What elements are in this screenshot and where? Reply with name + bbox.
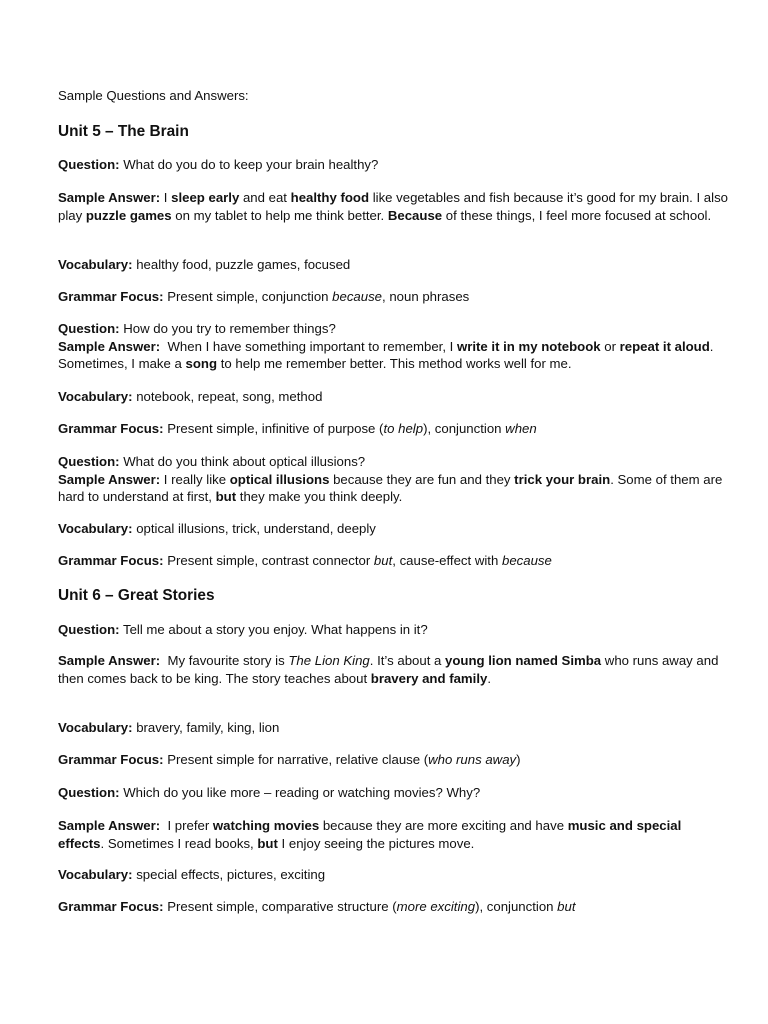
story-title: The Lion King	[288, 653, 370, 668]
grammar-italic: because	[332, 289, 383, 304]
answer-text: then comes back to be king. The story teaches about	[58, 670, 371, 686]
grammar-text: Present simple, contrast connector	[167, 553, 374, 568]
answer-label: Sample Answer:	[58, 653, 161, 668]
vocabulary	[58, 256, 728, 274]
answer-text: . Sometimes, I make a	[58, 338, 714, 371]
answer-text: because they are more exciting and have	[319, 818, 568, 833]
vocabulary-label: Vocabulary:	[58, 389, 133, 404]
question	[58, 784, 728, 802]
intro-text: Sample Questions and Answers:	[58, 88, 249, 103]
answer-text: and eat	[239, 190, 291, 205]
answer-label: Sample Answer:	[58, 190, 161, 205]
answer-key-phrase: watching movies	[212, 818, 320, 833]
grammar-italic: but	[373, 553, 393, 568]
question-label: Question:	[58, 454, 120, 469]
grammar-label: Grammar Focus:	[58, 553, 164, 568]
vocabulary	[58, 866, 728, 884]
question	[58, 621, 728, 639]
grammar-focus	[58, 420, 728, 438]
grammar-italic: more exciting	[396, 899, 476, 914]
grammar-focus	[58, 751, 728, 769]
answer-text: like vegetables and fish because it’s good for my brain. I also play	[58, 190, 729, 223]
vocabulary	[58, 520, 728, 538]
question-label: Question:	[58, 321, 120, 336]
grammar-italic: who runs away	[428, 752, 517, 767]
answer-text: . Sometimes I read books,	[100, 835, 258, 851]
answer-text: My favourite story is	[160, 653, 289, 668]
vocabulary-label: Vocabulary:	[58, 867, 133, 882]
answer-text: because they are fun and they	[329, 471, 515, 487]
answer-text: I prefer	[160, 818, 213, 833]
grammar-focus	[58, 288, 728, 306]
unit-5-heading: Unit 5 – The Brain	[58, 123, 189, 140]
answer-text: or	[600, 338, 620, 354]
answer-text: .	[487, 670, 491, 686]
answer-text: of these things, I feel more focused at school.	[442, 207, 712, 223]
grammar-text: , cause-effect with	[392, 553, 502, 568]
vocabulary-label: Vocabulary:	[58, 521, 133, 536]
question-text: What do you think about optical illusions?	[123, 454, 366, 469]
answer-key-phrase: Because	[387, 207, 443, 223]
answer-key-phrase: repeat it aloud	[619, 338, 710, 354]
question-text: Which do you like more – reading or watching movies? Why?	[123, 785, 481, 800]
answer-key-phrase: young lion named Simba	[445, 653, 602, 668]
grammar-text: Present simple, conjunction	[167, 289, 333, 304]
unit-6-heading: Unit 6 – Great Stories	[58, 587, 215, 604]
vocabulary-text: notebook, repeat, song, method	[136, 389, 323, 404]
question-text: How do you try to remember things?	[123, 321, 336, 336]
sample-answer	[58, 817, 728, 852]
answer-key-phrase: but	[215, 489, 237, 504]
answer-key-phrase: music and special effects	[58, 818, 682, 851]
question-text: Tell me about a story you enjoy. What happens in it?	[122, 622, 428, 637]
vocabulary	[58, 719, 728, 737]
answer-key-phrase: optical illusions	[229, 471, 330, 487]
vocabulary-text: special effects, pictures, exciting	[136, 867, 326, 882]
grammar-italic: when	[505, 421, 537, 436]
answer-key-phrase: bravery and family	[370, 670, 488, 686]
answer-label: Sample Answer:	[58, 818, 161, 833]
grammar-text: Present simple, infinitive of purpose (	[167, 421, 384, 436]
question-label: Question:	[58, 785, 120, 800]
vocabulary-text: optical illusions, trick, understand, deeply	[136, 521, 376, 536]
answer-key-phrase: song	[185, 356, 218, 371]
grammar-focus	[58, 552, 728, 570]
grammar-focus	[58, 898, 728, 916]
answer-key-phrase: trick your brain	[514, 471, 611, 487]
grammar-text: Present simple, comparative structure (	[167, 899, 397, 914]
grammar-italic: to help	[383, 421, 424, 436]
grammar-text: Present simple for narrative, relative clause (	[167, 752, 429, 767]
answer-text: When I have something important to remember, I	[160, 338, 457, 354]
grammar-label: Grammar Focus:	[58, 899, 164, 914]
question-text: What do you do to keep your brain healthy?	[123, 157, 379, 172]
answer-text: I enjoy seeing the pictures move.	[277, 835, 475, 851]
question-and-answer	[58, 453, 728, 506]
grammar-label: Grammar Focus:	[58, 289, 164, 304]
answer-text: . Some of them are hard to understand at first,	[58, 471, 723, 504]
grammar-text: , noun phrases	[382, 289, 470, 304]
grammar-italic: because	[501, 553, 552, 568]
question-and-answer	[58, 320, 728, 373]
vocabulary-text: bravery, family, king, lion	[136, 720, 280, 735]
answer-key-phrase: puzzle games	[85, 207, 172, 223]
question-label: Question:	[58, 622, 120, 637]
answer-key-phrase: write it in my notebook	[456, 338, 601, 354]
grammar-text: ), conjunction	[475, 899, 558, 914]
answer-key-phrase: healthy food	[290, 190, 370, 205]
answer-key-phrase: but	[257, 835, 278, 851]
vocabulary-label: Vocabulary:	[58, 720, 133, 735]
answer-text: I really like	[160, 471, 230, 487]
grammar-italic: but	[557, 899, 576, 914]
answer-text: who runs away and	[601, 653, 719, 668]
question-label: Question:	[58, 157, 120, 172]
vocabulary-text: healthy food, puzzle games, focused	[136, 257, 351, 272]
sample-answer	[58, 189, 728, 224]
answer-label: Sample Answer:	[58, 471, 161, 487]
grammar-label: Grammar Focus:	[58, 421, 164, 436]
vocabulary-label: Vocabulary:	[58, 257, 133, 272]
answer-text: . It’s about a	[369, 653, 446, 668]
answer-label: Sample Answer:	[58, 338, 161, 354]
question	[58, 156, 728, 174]
grammar-label: Grammar Focus:	[58, 752, 164, 767]
answer-text: to help me remember better. This method works well for me.	[217, 356, 572, 371]
grammar-text: ), conjunction	[423, 421, 506, 436]
answer-text: on my tablet to help me think better.	[171, 207, 388, 223]
grammar-text: )	[516, 752, 521, 767]
vocabulary	[58, 388, 728, 406]
answer-text: I	[160, 190, 172, 205]
sample-answer	[58, 652, 728, 687]
answer-text: they make you think deeply.	[236, 489, 403, 504]
answer-key-phrase: sleep early	[171, 190, 240, 205]
